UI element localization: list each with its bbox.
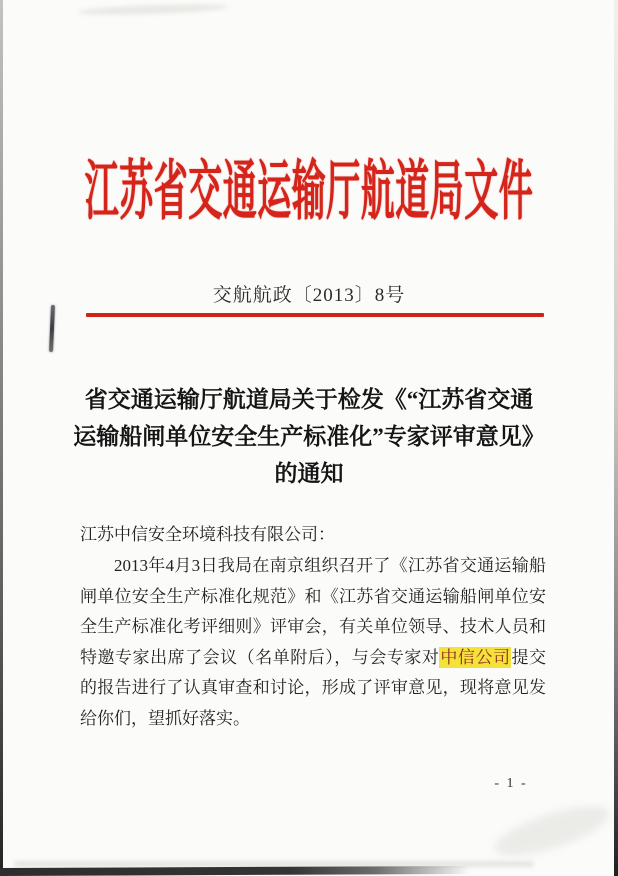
- org-letterhead-title: 江苏省交通运输厅航道局文件: [84, 158, 534, 229]
- scan-edge-bottom: [0, 866, 470, 876]
- subject-title: [66, 381, 552, 492]
- recipient-line: 江苏中信安全环境科技有限公司：: [80, 525, 335, 544]
- body-paragraph: [80, 551, 546, 734]
- staple-mark: [49, 305, 55, 352]
- subject-title-line-3: 的通知: [274, 461, 344, 486]
- doc-reference-number: 交航航政〔2013〕8号: [212, 285, 406, 306]
- highlighted-company-name: 中信公司: [440, 647, 511, 667]
- scan-edge-right: [614, 0, 618, 876]
- paragraph-text-before-highlight: 2013年4月3日我局在南京组织召开了《江苏省交通运输船闸单位安全生产标准化规范》和《江苏省交通运输船闸单位安全生产标准化考评细则》评审会，有关单位领导、技术人员和特邀专家出席了会议（名单附后），与会专家对: [80, 556, 546, 667]
- page-number: - 1 -: [494, 776, 528, 791]
- red-separator-rule: [86, 313, 544, 317]
- scan-edge-left: [0, 0, 3, 876]
- subject-title-line-2: 运输船闸单位安全生产标准化”专家评审意见》: [73, 424, 545, 449]
- paragraph-text-after-highlight: 提交的报告进行了认真审查和讨论，形成了评审意见，现将意见发给你们，望抓好落实。: [80, 647, 547, 728]
- scan-smudge-bottom-right: [490, 796, 615, 865]
- subject-title-line-1: 省交通运输厅航道局关于检发《“江苏省交通: [84, 387, 534, 412]
- scan-smudge-top: [78, 2, 228, 16]
